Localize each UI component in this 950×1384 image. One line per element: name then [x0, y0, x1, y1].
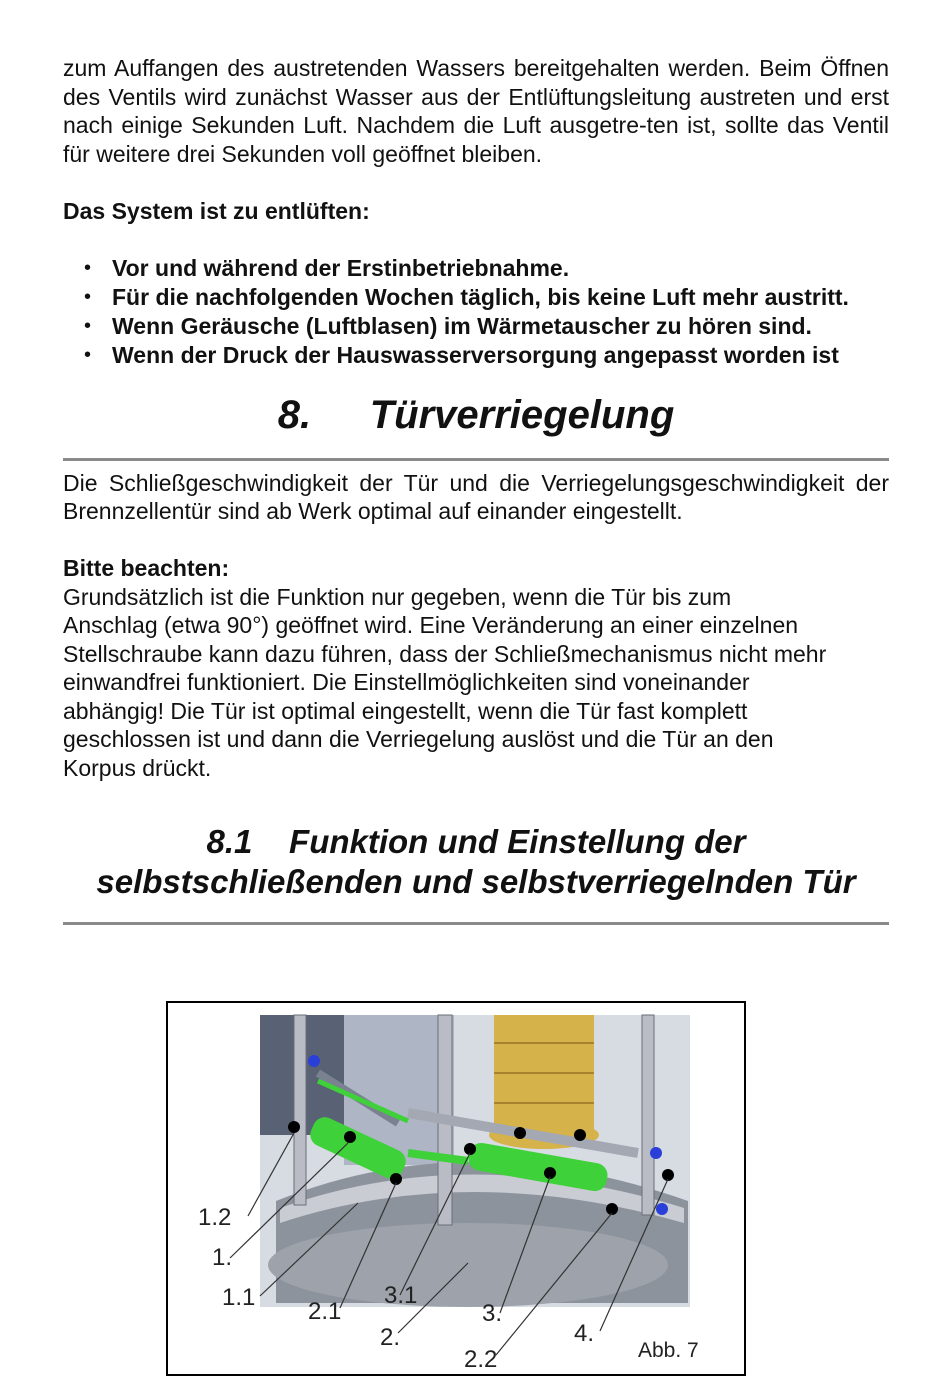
bullet-icon: • [84, 314, 92, 337]
section-8-title: Türverriegelung [369, 392, 675, 437]
label-1-2: 1.2 [198, 1204, 232, 1231]
page-content [63, 54, 889, 925]
label-3: 3. [482, 1300, 503, 1327]
section-8-paragraph: Die Schließgeschwindigkeit der Tür und die Verriegelungsgeschwindigkeit der Brennzellentür sind ab Werk optimal auf einander eingestellt. [63, 469, 889, 524]
bullet-icon: • [84, 343, 92, 366]
bullet-icon: • [84, 256, 92, 279]
plate-shadow [268, 1223, 668, 1307]
blue-bolt [650, 1147, 662, 1159]
blue-bolt [656, 1203, 668, 1215]
adjustment-point [288, 1121, 300, 1133]
list-item: • Für die nachfolgenden Wochen täglich, bis keine Luft mehr austritt. [84, 283, 849, 310]
list-item: • Vor und während der Erstinbetriebnahme. [84, 254, 570, 281]
label-1-1: 1.1 [222, 1284, 256, 1311]
label-3-1: 3.1 [384, 1282, 418, 1309]
note-heading: Bitte beachten: [63, 555, 230, 581]
blue-bolt [308, 1055, 320, 1067]
label-2-2: 2.2 [464, 1346, 498, 1373]
note-line: geschlossen ist und dann die Verriegelung auslöst und die Tür an den [63, 726, 774, 752]
system-heading: Das System ist zu entlüften: [63, 197, 370, 224]
section-8-1-title-line1: Funktion und Einstellung der [289, 823, 746, 860]
section-8-number: 8. [277, 392, 312, 437]
list-item: • Wenn Geräusche (Luftblasen) im Wärmetauscher zu hören sind. [84, 312, 812, 339]
adjustment-point [344, 1131, 356, 1143]
label-2-1: 2.1 [308, 1298, 342, 1325]
section-divider [63, 922, 889, 925]
label-4: 4. [574, 1320, 595, 1347]
label-2: 2. [380, 1324, 401, 1351]
note-line: abhängig! Die Tür ist optimal eingestellt, wenn die Tür fast komplett [63, 697, 748, 724]
section-8-1-number: 8.1 [206, 823, 253, 860]
section-8-1-title-line2: selbstschließenden und selbstverriegelnden Tür [96, 863, 856, 900]
note-line: Korpus drückt. [63, 754, 212, 781]
bullet-list [63, 254, 889, 370]
bullet-icon: • [84, 285, 92, 308]
figure-door-mechanism [166, 1001, 746, 1376]
section-8-heading [63, 392, 889, 438]
right-rod [642, 1015, 654, 1215]
note-line: Stellschraube kann dazu führen, dass der Schließmechanismus nicht mehr [63, 640, 827, 667]
note-line: Anschlag (etwa 90°) geöffnet wird. Eine Veränderung an einer einzelnen [63, 612, 799, 638]
note-line: einwandfrei funktioniert. Die Einstellmöglichkeiten sind voneinander [63, 669, 750, 695]
list-item: • Wenn der Druck der Hauswasserversorgung angepasst worden ist [84, 341, 839, 368]
adjustment-point [514, 1127, 526, 1139]
figure-caption: Abb. 7 [638, 1339, 699, 1362]
intro-paragraph: zum Auffangen des austretenden Wassers bereitgehalten werden. Beim Öffnen des Ventils wird zunächst Wasser aus der Entlüftungsleitung austreten und erst nach einige Sekunden Luft. Nachdem die Luft ausgetre-ten ist, sollte das Ventil für weitere drei Sekunden voll geöffnet bleiben. [63, 55, 889, 167]
section-8-1-heading [63, 822, 889, 902]
adjustment-point [574, 1129, 586, 1141]
label-1: 1. [212, 1244, 233, 1271]
note-text [63, 583, 889, 783]
note-line: Grundsätzlich ist die Funktion nur gegeben, wenn die Tür bis zum [63, 583, 732, 610]
left-rod [294, 1015, 306, 1205]
mechanism-illustration [168, 1003, 744, 1374]
